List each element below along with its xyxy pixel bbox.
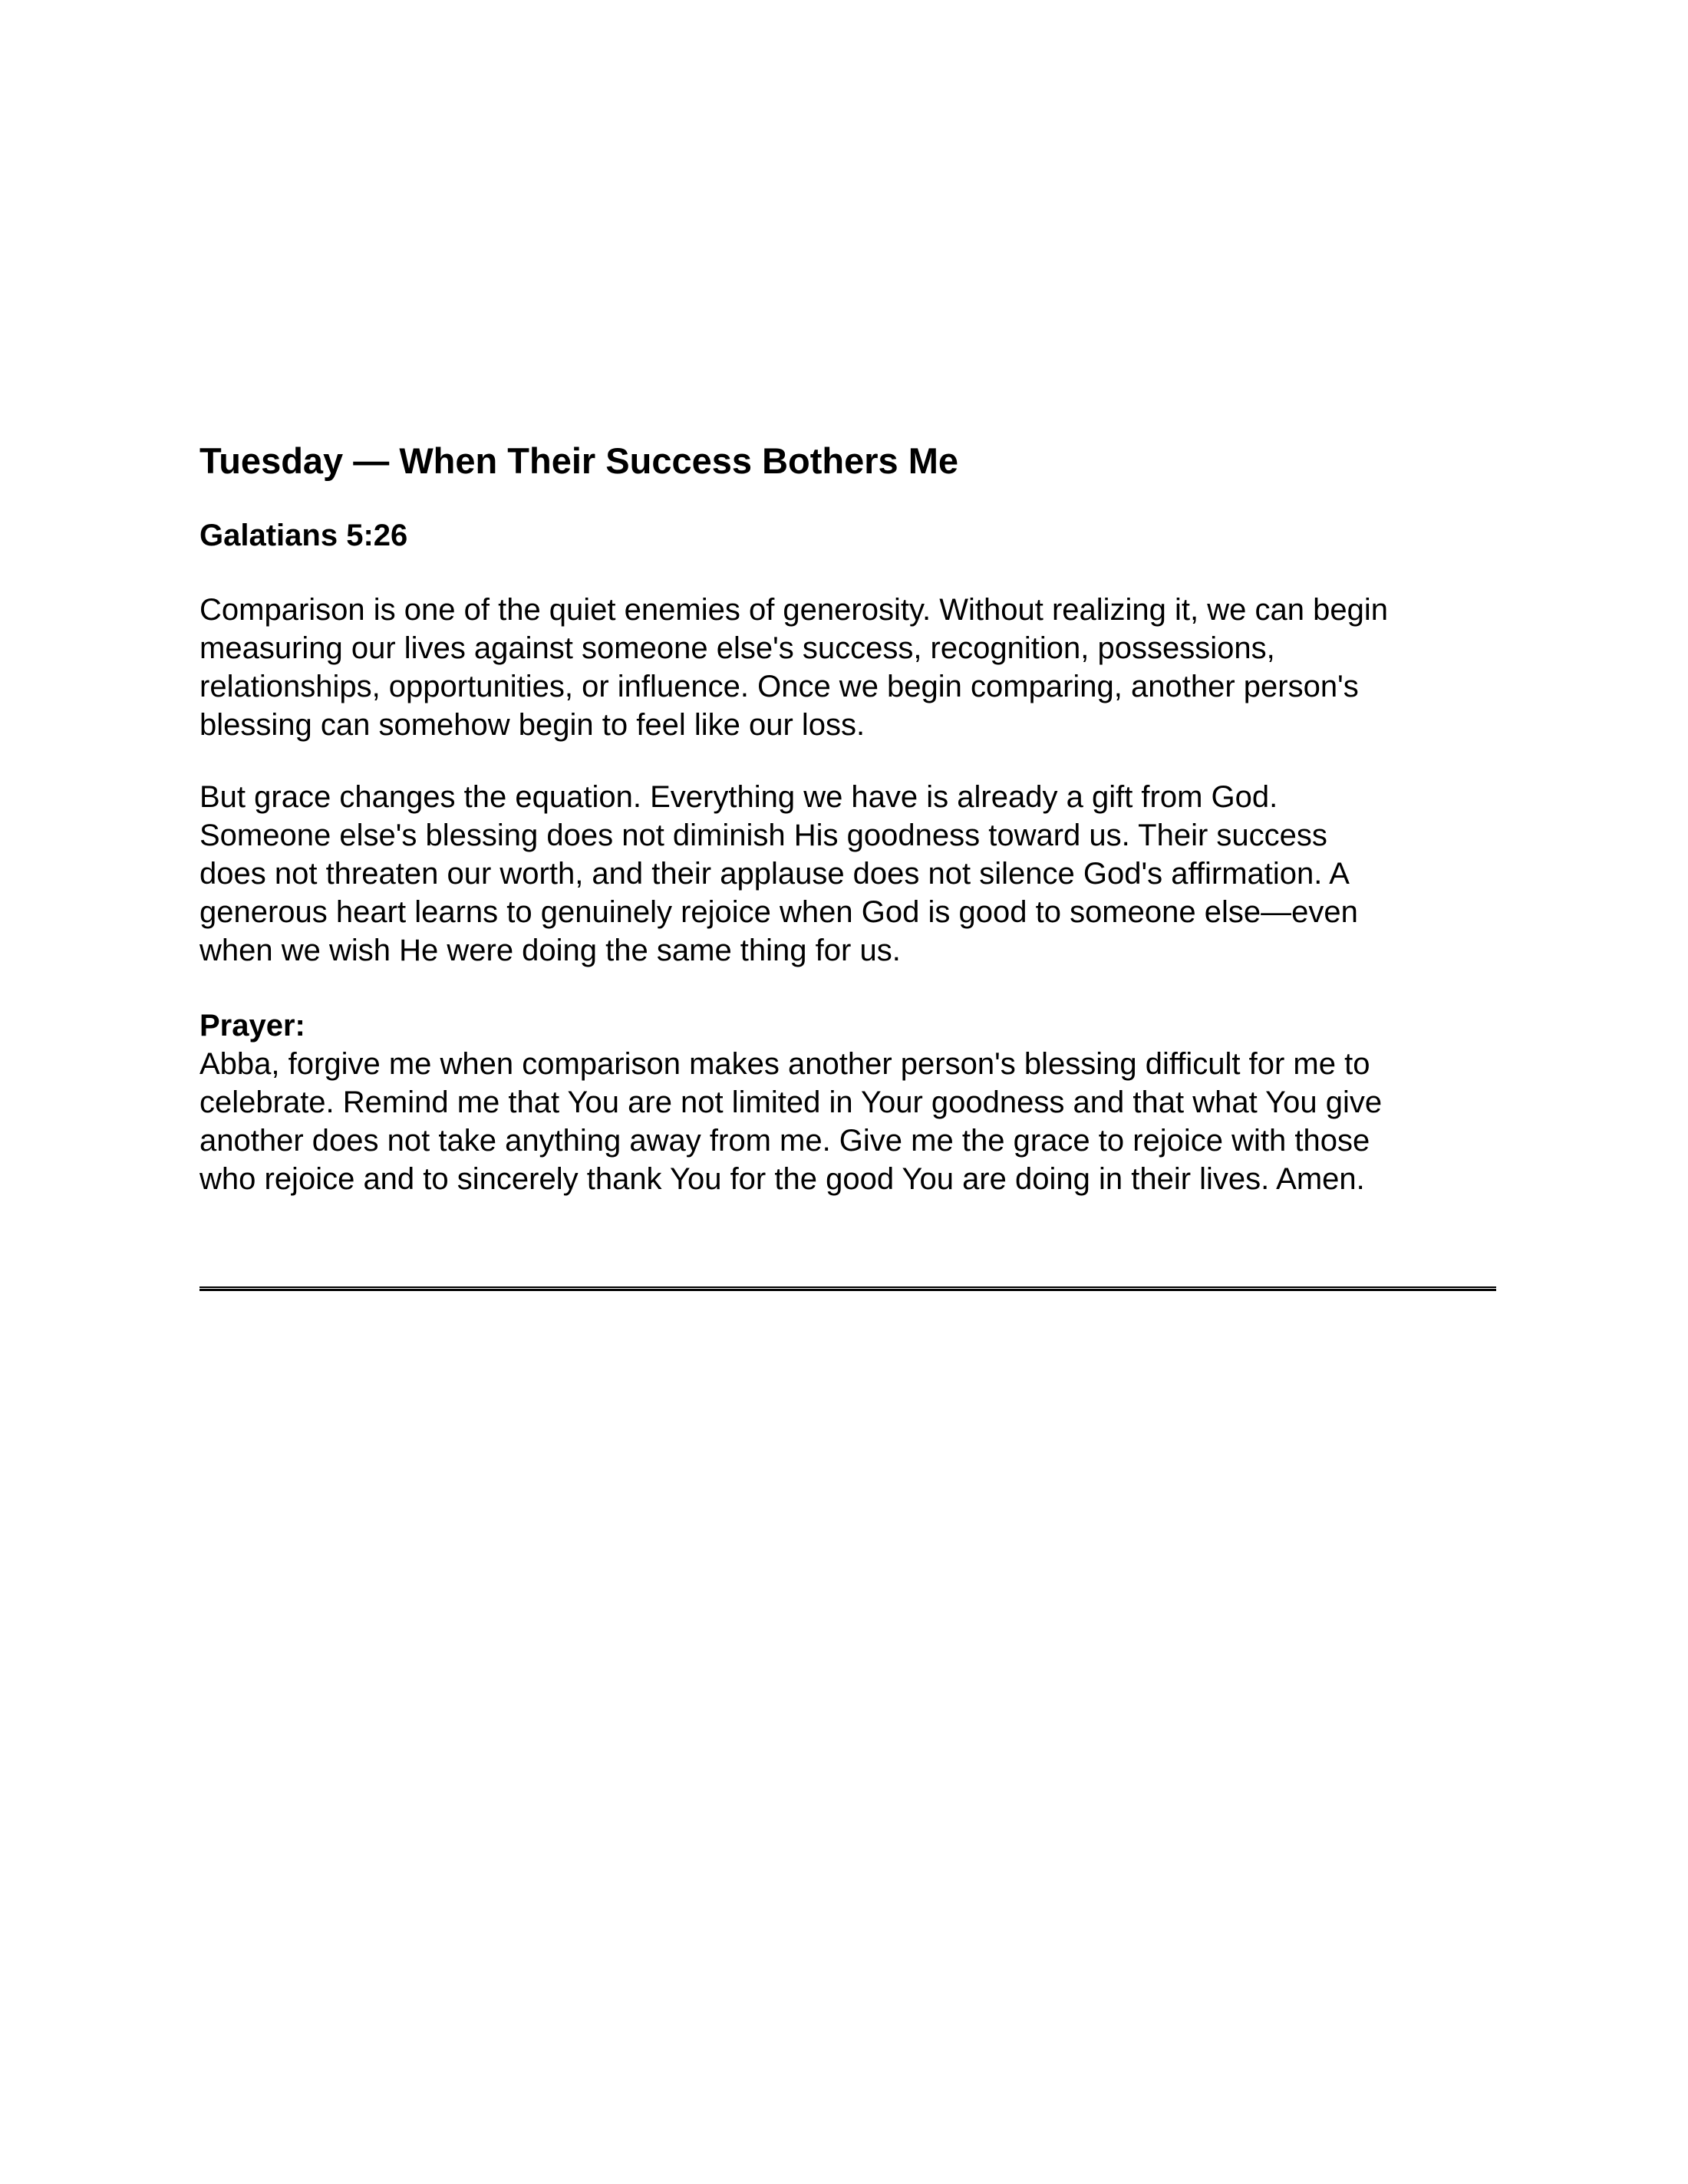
prayer-line: celebrate. Remind me that You are not limited in Your goodness and that what You give	[199, 1085, 1383, 1119]
prayer-text	[199, 1045, 1496, 1198]
scripture-reference: Galatians 5:26	[199, 519, 408, 552]
paragraph-line: Someone else's blessing does not diminish His goodness toward us. Their success	[199, 819, 1327, 852]
page-title: Tuesday — When Their Success Bothers Me	[199, 440, 958, 481]
paragraph-line: blessing can somehow begin to feel like our loss.	[199, 708, 865, 742]
paragraph-line: measuring our lives against someone else's success, recognition, possessions,	[199, 631, 1275, 665]
paragraph-line: Comparison is one of the quiet enemies of generosity. Without realizing it, we can begin	[199, 593, 1388, 627]
paragraph-line: But grace changes the equation. Everything we have is already a gift from God.	[199, 780, 1278, 814]
prayer-line: who rejoice and to sincerely thank You for the good You are doing in their lives. Amen.	[199, 1162, 1365, 1196]
body-paragraph-1	[199, 591, 1496, 744]
paragraph-line: does not threaten our worth, and their applause does not silence God's affirmation. A	[199, 857, 1350, 891]
devotional-page	[199, 437, 1496, 1198]
paragraph-line: relationships, opportunities, or influence. Once we begin comparing, another person's	[199, 670, 1359, 703]
paragraph-line: generous heart learns to genuinely rejoice when God is good to someone else—even	[199, 895, 1358, 929]
paragraph-line: when we wish He were doing the same thing for us.	[199, 934, 901, 967]
prayer-line: another does not take anything away from me. Give me the grace to rejoice with those	[199, 1124, 1370, 1158]
prayer-line: Abba, forgive me when comparison makes another person's blessing difficult for me to	[199, 1047, 1370, 1081]
prayer-heading: Prayer:	[199, 1009, 305, 1043]
section-divider	[199, 1286, 1496, 1291]
body-paragraph-2	[199, 778, 1496, 970]
